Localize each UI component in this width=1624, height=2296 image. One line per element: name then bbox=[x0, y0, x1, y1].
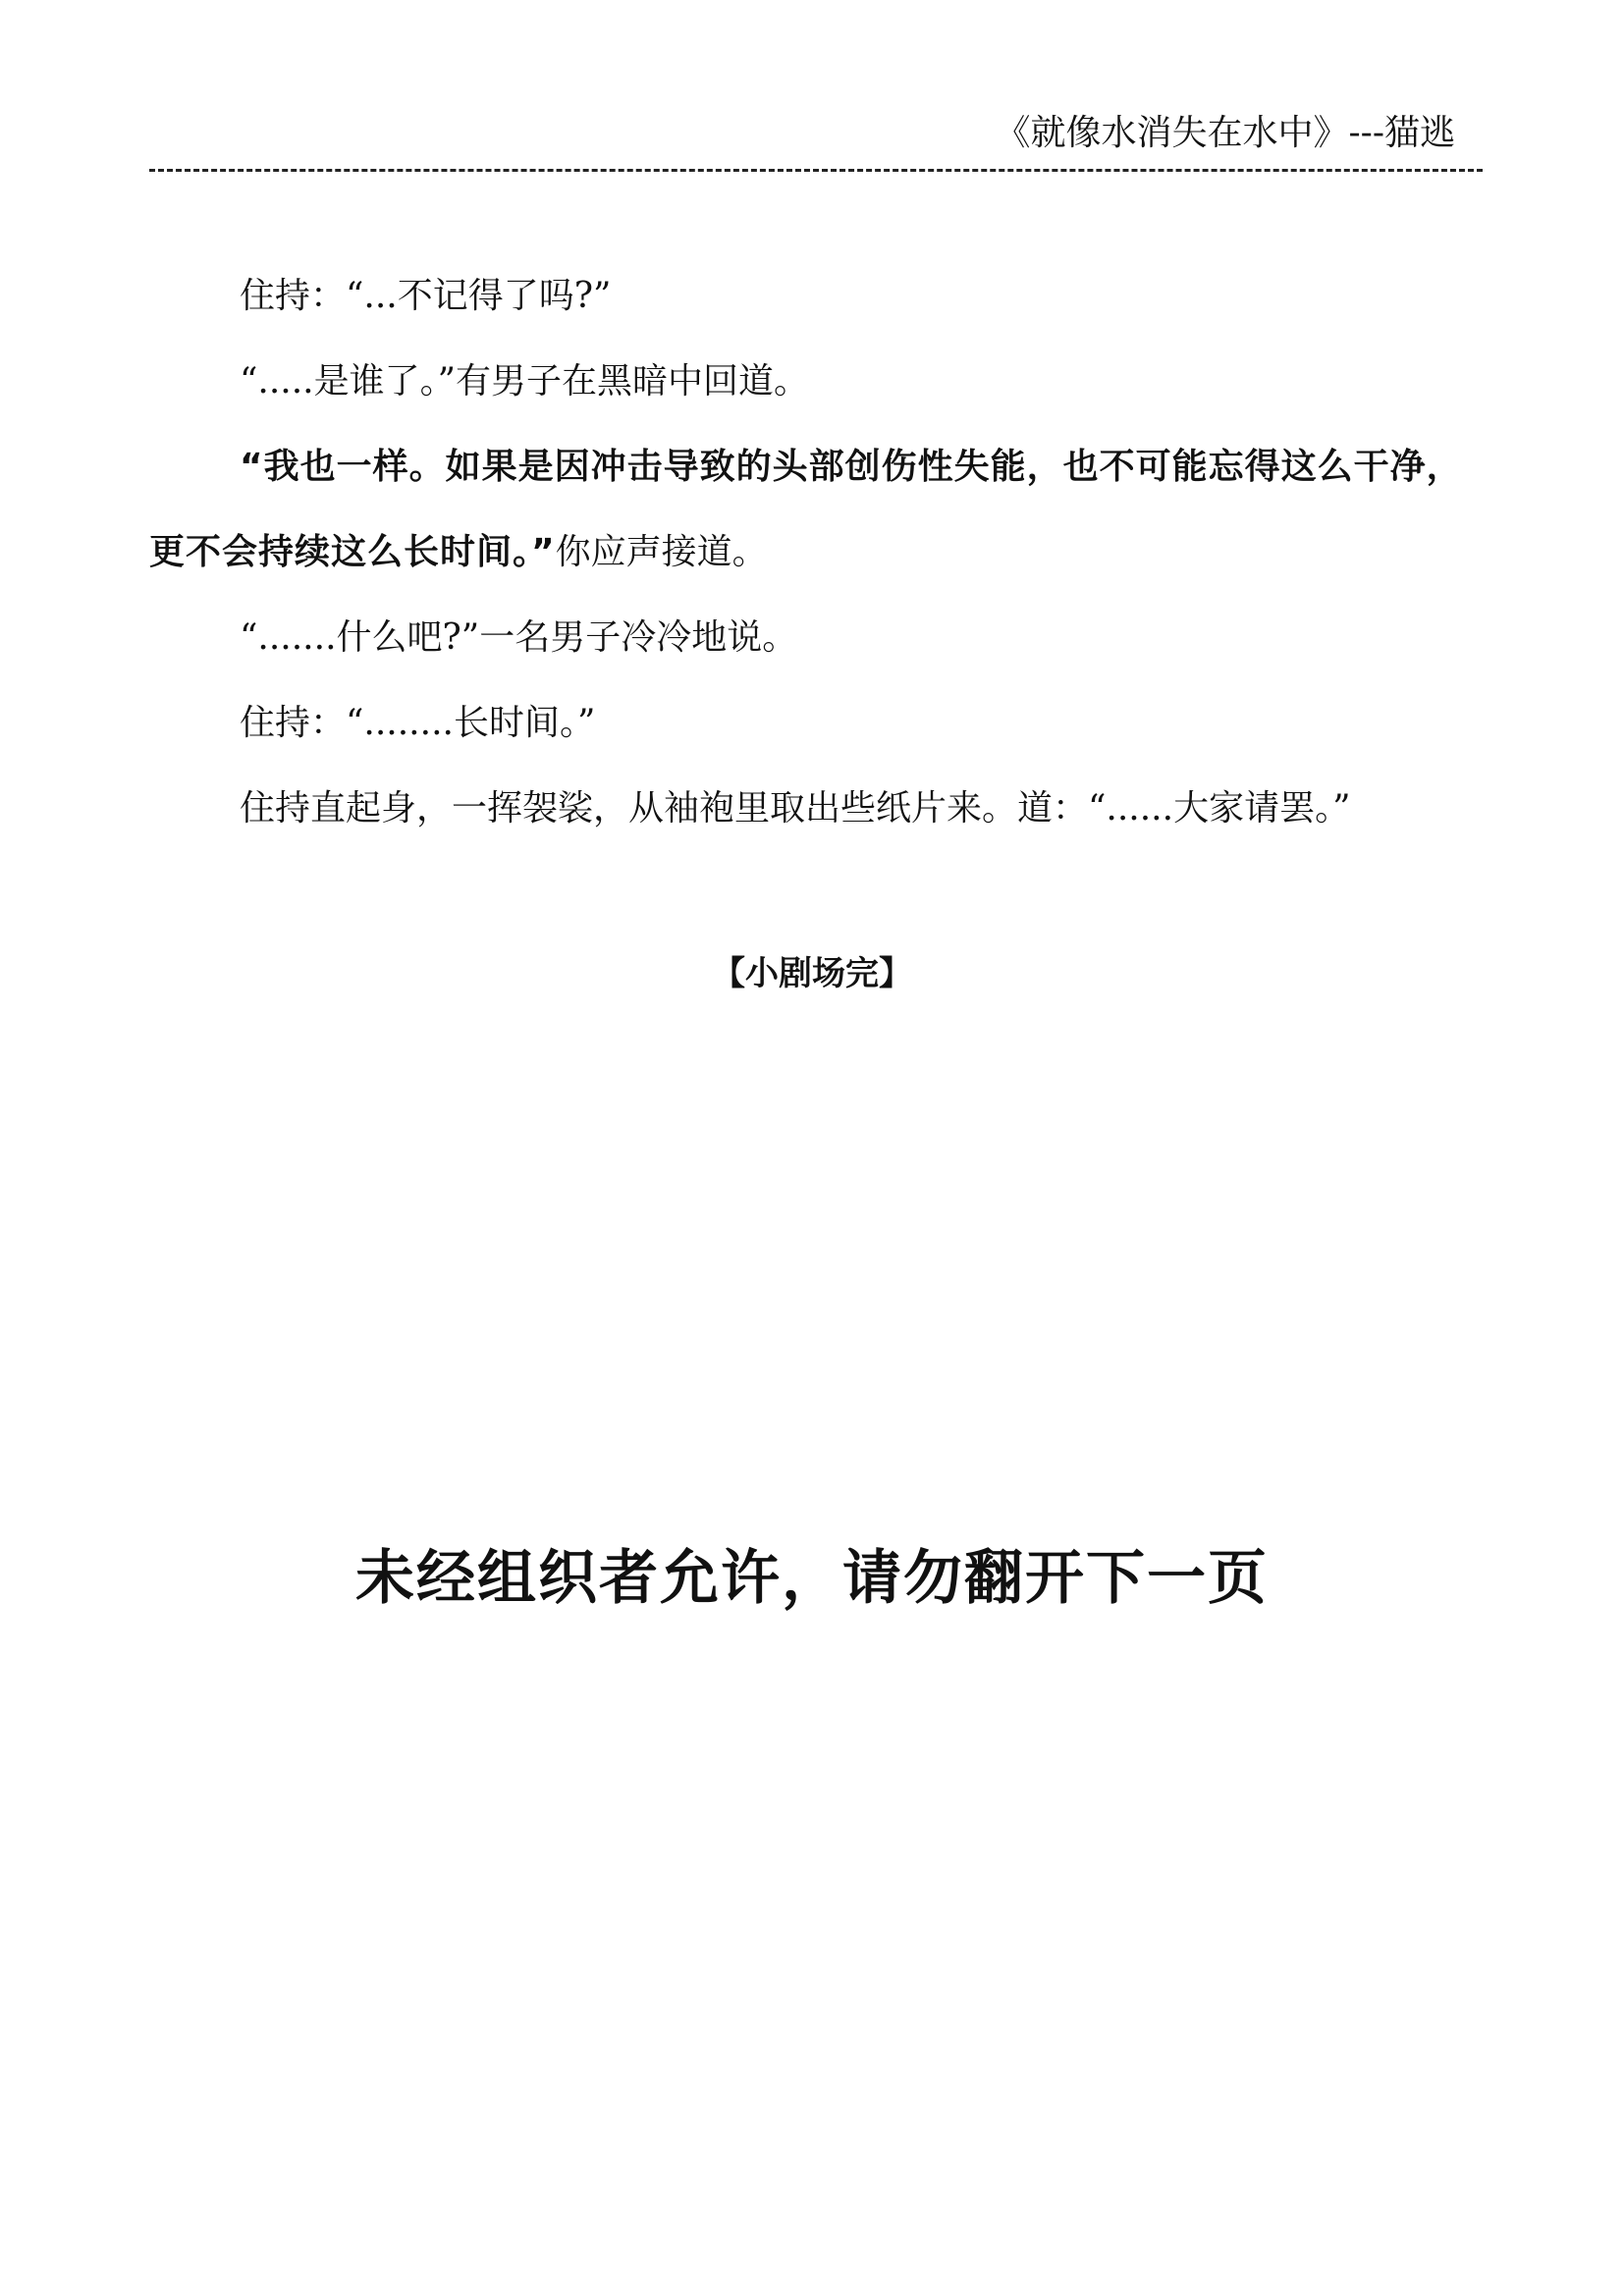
paragraph-6: 住持直起身，一挥袈裟，从袖袍里取出些纸片来。道：“......大家请罢。” bbox=[240, 788, 1351, 828]
warning-notice: 未经组织者允许，请勿翻开下一页 bbox=[355, 1544, 1269, 1613]
paragraph-3 bbox=[149, 424, 1487, 595]
paragraph-1: 住持：“...不记得了吗?” bbox=[240, 276, 612, 316]
body-text bbox=[149, 253, 1487, 851]
paragraph-4: “.......什么吧?”一名男子冷冷地说。 bbox=[240, 617, 798, 658]
end-marker: 【小剧场完】 bbox=[712, 954, 912, 993]
paragraph-5: 住持：“........长时间。” bbox=[240, 703, 596, 743]
header-dashed-rule bbox=[149, 169, 1483, 172]
document-header-title: 《就像水消失在水中》---猫逃 bbox=[995, 113, 1455, 153]
paragraph-3-bold: “我也一样。如果是因冲击导致的头部创伤性失能，也不可能忘得这么干净，更不会持续这么长时间。” bbox=[149, 447, 1463, 572]
paragraph-2: “.....是谁了。”有男子在黑暗中回道。 bbox=[240, 361, 810, 401]
paragraph-3-tail: 你应声接道。 bbox=[555, 532, 768, 572]
